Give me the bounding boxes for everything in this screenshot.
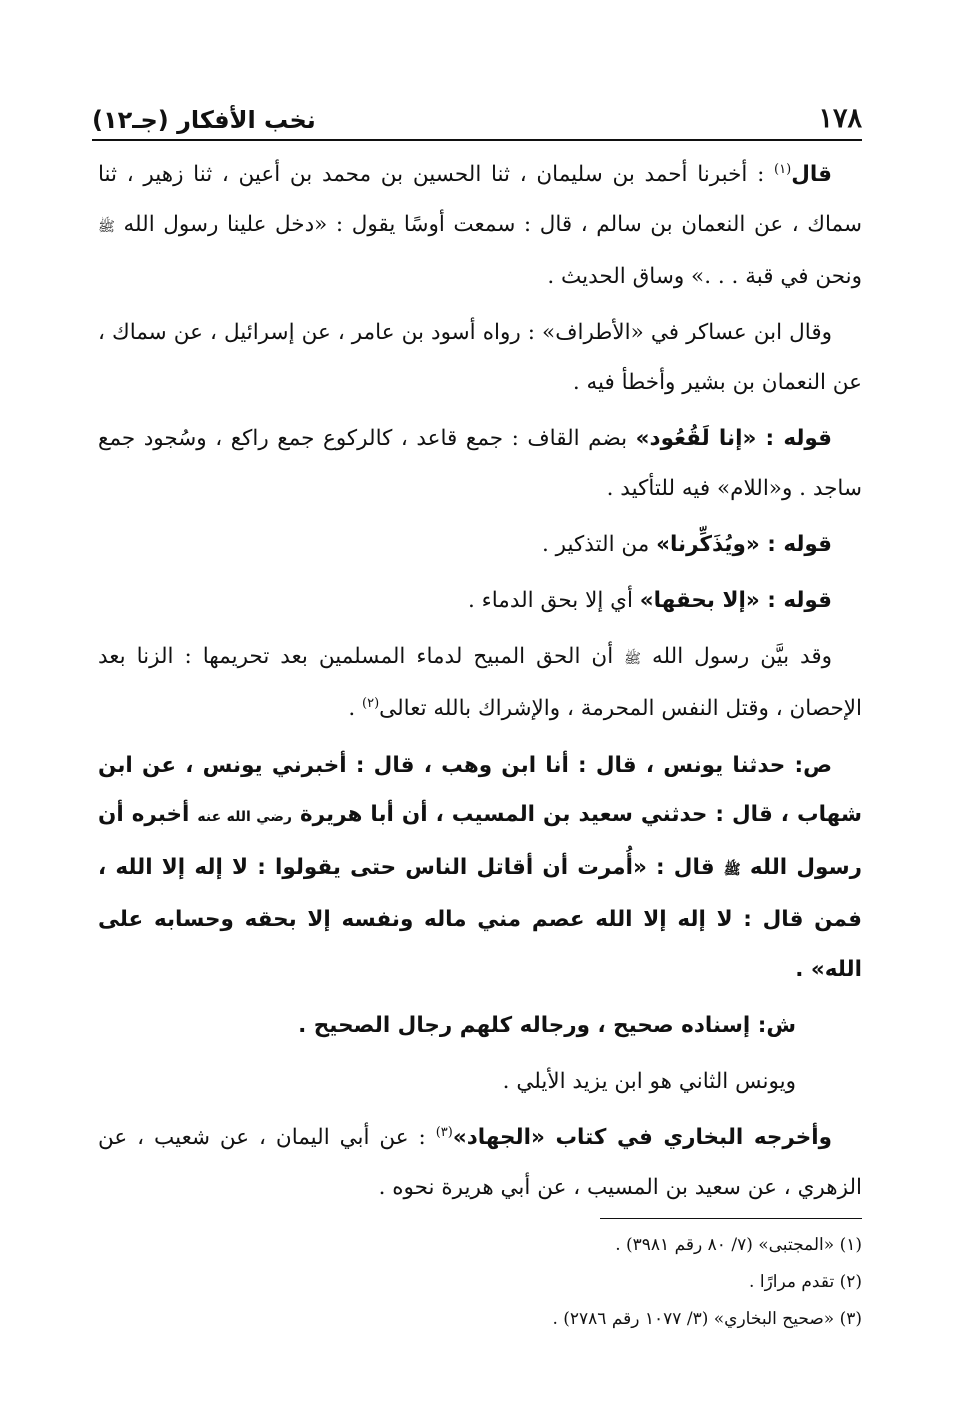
hadith-paragraph xyxy=(98,741,862,995)
paragraph-text: من التذكير . xyxy=(541,531,657,557)
footnote-3: (٣) «صحيح البخاري» (٣/ ١٠٧٧ رقم ٢٧٨٦) . xyxy=(552,1309,862,1329)
paragraph-2 xyxy=(98,308,862,407)
paragraph-lead: وأخرجه البخاري في كتاب «الجهاد» xyxy=(452,1125,832,1151)
paragraph-6 xyxy=(98,632,862,734)
footnote-ref: (٣) xyxy=(435,1125,453,1141)
page-number: ١٧٨ xyxy=(818,103,862,134)
paragraph-4 xyxy=(98,520,862,570)
paragraph-lead: قال xyxy=(791,162,832,187)
paragraph-text: أي إلا بحق الدماء . xyxy=(467,587,640,613)
paragraph-text-end: . xyxy=(348,696,363,722)
paragraph-text: وقال ابن عساكر في «الأطراف» : رواه أسود بن عامر ، عن إسرائيل ، عن سماك ، عن النعمان بن بشير وأخطأ فيه . xyxy=(98,320,862,395)
paragraph-lead: قوله : «ويُذَكِّرنا» xyxy=(656,531,832,557)
paragraph-text: بضم القاف : جمع قاعد ، كالركوع جمع راكع ، وسُجود جمع ساجد . و«اللام» فيه للتأكيد . xyxy=(98,425,862,501)
footnote-divider xyxy=(600,1218,862,1219)
book-title: نخب الأفكار (جـ١٢) xyxy=(92,106,316,134)
footnote-ref: (١) xyxy=(774,161,792,177)
paragraph-10 xyxy=(98,1113,862,1212)
paragraph-lead: قوله : «إلا بحقها» xyxy=(639,587,832,613)
page-header xyxy=(92,90,862,134)
paragraph-text: ص: حدثنا يونس ، قال : أنا ابن وهب ، قال : أخبرني يونس ، عن ابن شهاب ، قال : حدثني سعيد بن المسيب ، أن أبا هريرة xyxy=(98,752,862,828)
footnote-2: (٢) تقدم مرارًا . xyxy=(749,1272,862,1292)
paragraph-1 xyxy=(98,150,862,302)
footnote-ref: (٢) xyxy=(362,696,380,712)
footnote-1: (١) «المجتبى» (٧/ ٨٠ رقم ٣٩٨١) . xyxy=(615,1235,862,1255)
paragraph-text: : أخبرنا أحمد بن سليمان ، ثنا الحسين بن محمد بن أعين ، ثنا زهير ، ثنا سماك ، عن النعمان بن سالم ، قال : سمعت أوسًا يقول : «دخل علينا رسول الله xyxy=(98,162,862,237)
paragraph-5 xyxy=(98,576,862,626)
header-divider xyxy=(92,139,862,141)
salutation-glyph: ﷺ xyxy=(98,218,115,235)
footnotes xyxy=(300,1227,862,1338)
paragraph-text-continued: أن الحق المبيح لدماء المسلمين بعد تحريمها : الزنا بعد الإحصان ، وقتل النفس المحرمة ، والإشراك بالله تعالى xyxy=(98,643,862,722)
paragraph-text-end: قال : «أُمرت أن أقاتل الناس حتى يقولوا : لا إله إلا الله ، فمن قال : لا إله إلا الله عصم مني ماله ونفسه إلا بحقه وحسابه على الله» . xyxy=(98,854,862,982)
paragraph-text-continued: أخبره أن رسول الله xyxy=(98,802,862,880)
paragraph-text-continued: ونحن في قبة . . .» وساق الحديث . xyxy=(547,264,862,290)
paragraph-lead: قوله : «إنا لَقُعُود» xyxy=(635,425,832,451)
paragraph-text: وقد بيَّن رسول الله xyxy=(641,643,832,669)
paragraph-text: : عن أبي اليمان ، عن شعيب ، عن الزهري ، عن سعيد بن المسيب ، عن أبي هريرة نحوه . xyxy=(98,1125,862,1200)
paragraph-3 xyxy=(98,414,862,513)
honorific-glyph: رضي الله عنه xyxy=(197,809,292,826)
paragraph-text: ويونس الثاني هو ابن يزيد الأيلي . xyxy=(502,1069,796,1095)
commentary-heading xyxy=(98,1001,862,1051)
main-text xyxy=(98,150,862,1219)
paragraph-9 xyxy=(98,1057,862,1107)
salutation-glyph: ﷺ xyxy=(723,861,741,878)
salutation-glyph: ﷺ xyxy=(624,650,642,667)
paragraph-text: ش: إسناده صحيح ، ورجاله كلهم رجال الصحيح . xyxy=(298,1013,796,1038)
